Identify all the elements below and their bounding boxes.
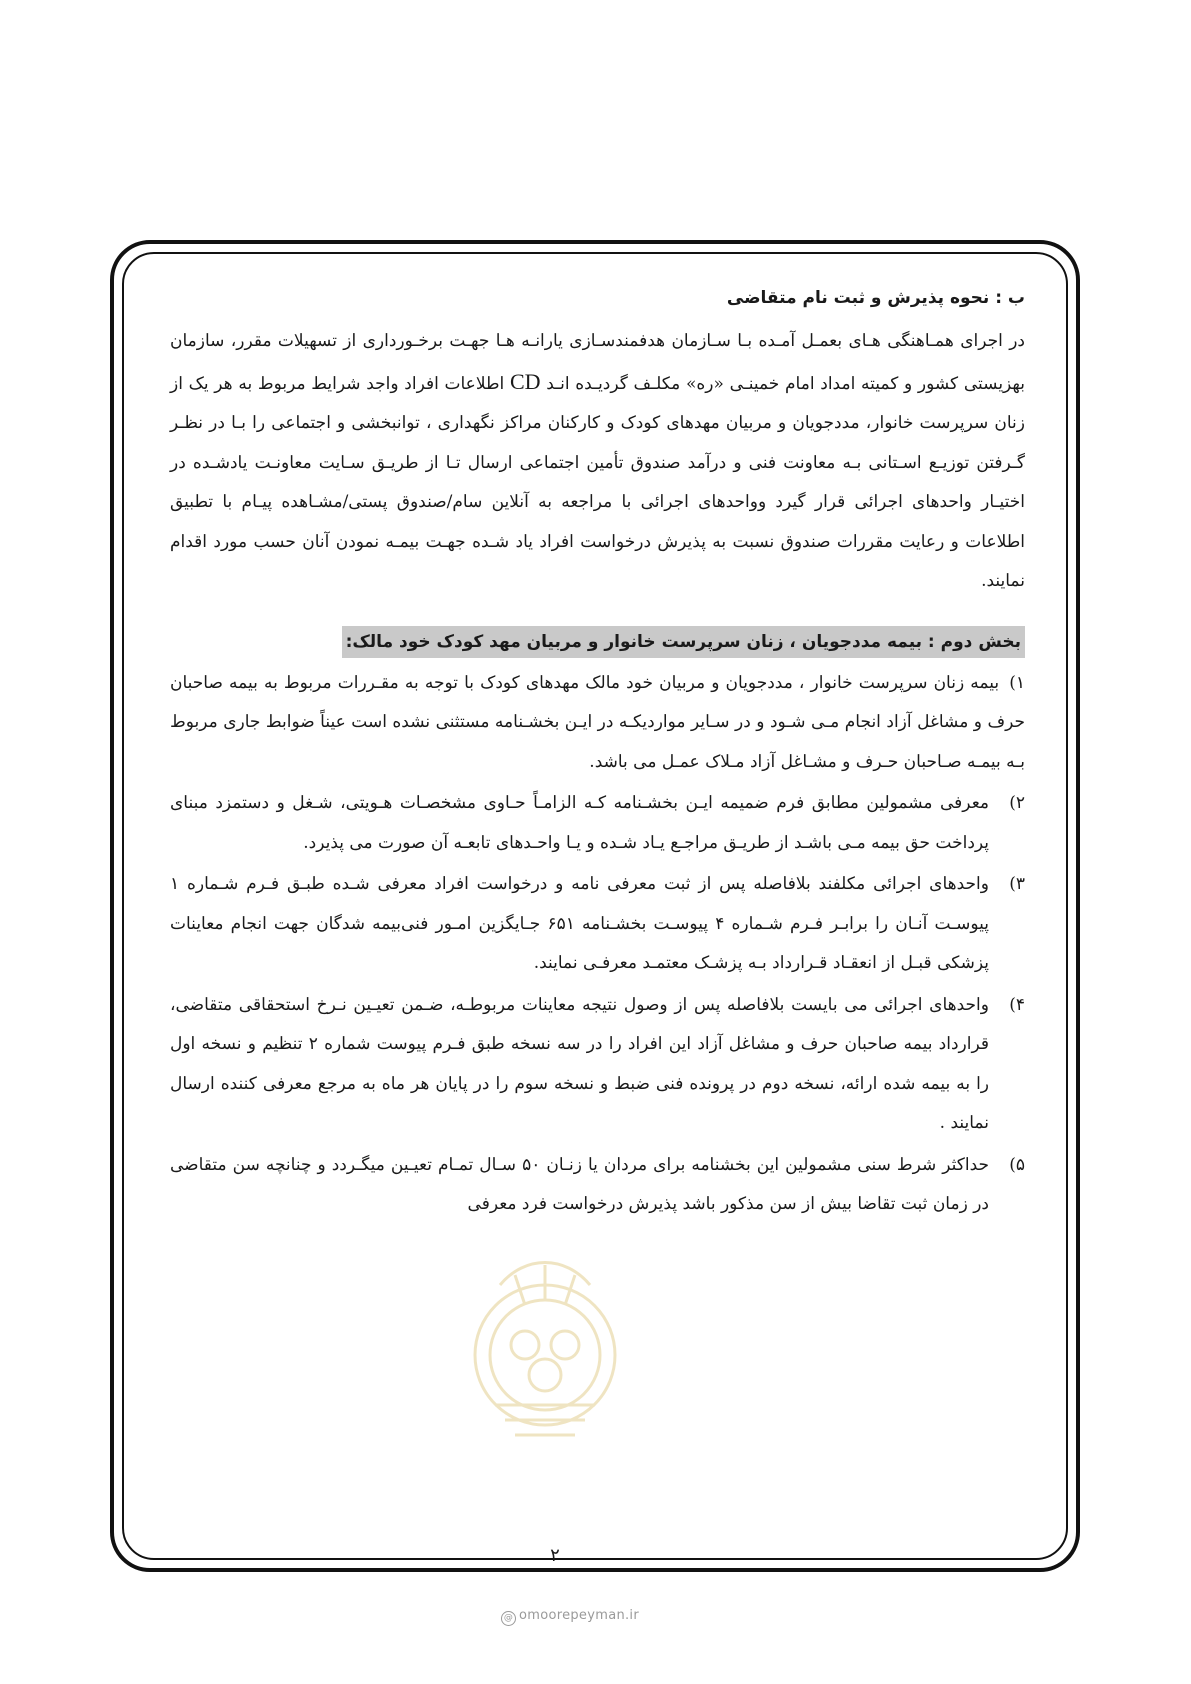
section-two-heading: بخش دوم : بیمه مددجویان ، زنان سرپرست خانوار و مربیان مهد کودک خود مالک: xyxy=(342,626,1025,658)
list-item-text: حداکثر شرط سنی مشمولین این بخشنامه برای مردان یا زنـان ۵۰ سـال تمـام تعیـین میگـردد و چنانچه سن متقاضی در زمان ثبت تقاضا بیش از سن مذکور باشد پذیرش درخواست فرد معرفی xyxy=(170,1154,990,1214)
list-item xyxy=(170,1146,1025,1225)
section-b-heading: ب : نحوه پذیرش و ثبت نام متقاضی xyxy=(726,288,1025,308)
list-item xyxy=(170,865,1025,984)
list-item xyxy=(170,986,1025,1144)
page-number: ۲ xyxy=(550,1545,560,1566)
document-body xyxy=(170,284,1025,1227)
cd-label: CD xyxy=(509,368,541,394)
list-item-text: معرفی مشمولین مطابق فرم ضمیمه ایـن بخشـنامه کـه الزامـاً حـاوی مشخصـات هـویتی، شـغل و دستمزد مبنای پرداخت حق بیمه مـی باشـد از طریـق مراجـع یـاد شـده و یـا واحـدهای تابعـه آن صورت می پذیرد. xyxy=(170,793,989,853)
list-item-number: ۲) xyxy=(1009,793,1025,813)
list-item xyxy=(170,664,1025,783)
section-b-paragraph-part2: اطلاعات افراد واجد شرایط مربوط به هر یک از زنان سرپرست خانوار، مددجویان و مربیان مهدهای کودک و کارکنان مراکز نگهداری ، توانبخشی و اجتماعی را بـا در نظـر گـرفتن توزیـع اسـتانی بـه معاونت فنی و درآمد صندوق تأمین اجتماعی ارسال تـا از طریـق سـایت معاونـت یادشـده در اختیـار واحدهای اجرائی قرار گیرد وواحدهای اجرائی با مراجعه به آنلاین سام/صندوق پستی/مشـاهده پیـام با تطبیق اطلاعات و رعایت مقررات صندوق نسبت به پذیرش درخواست افراد یاد شـده جهـت بیمـه نمودن آنان حسب مورد اقدام نمایند. xyxy=(170,373,1025,591)
list-item-text: واحدهای اجرائی می بایست بلافاصله پس از وصول نتیجه معاینات مربوطـه، ضـمن تعیـین نـرخ استحقاقی متقاضی، قرارداد بیمه صاحبان حرف و مشاغل آزاد این افراد را در سه نسخه طبق فـرم پیوست شماره ۲ تنظیم و نسخه اول را به بیمه شده ارائه، نسخه دوم در پرونده فنی ضبط و نسخه سوم را در پایان هر ماه به مرجع معرفی کننده ارسال نمایند . xyxy=(170,994,989,1133)
list-item-text: بیمه زنان سرپرست خانوار ، مددجویان و مربیان خود مالک مهدهای کودک با توجه به مقـررات مربوط به بیمه صاحبان حرف و مشاغل آزاد انجام مـی شـود و در سـایر مواردیکـه در ایـن بخشـنامه مستثنی نشده است عیناً ضوابط جاری مربوط بـه بیمـه صـاحبان حـرف و مشـاغل آزاد مـلاک عمـل می باشد. xyxy=(170,672,1025,772)
list-item-number: ۱) xyxy=(1009,672,1025,693)
list-item-number: ۳) xyxy=(1009,874,1025,894)
list-item xyxy=(170,784,1025,863)
watermark-text xyxy=(470,1608,670,1626)
list-item-text: واحدهای اجرائی مکلفند بلافاصله پس از ثبت معرفی نامه و درخواست افراد معرفی شـده طبـق فـرم شـماره ۱ پیوسـت آنـان را برابـر فـرم شـماره ۴ پیوسـت بخشـنامه ۶۵۱ جـایگزین امـور فنی‌بیمه شدگان جهت انجام معاینات پزشکی قبـل از انعقـاد قـرارداد بـه پزشـک معتمـد معرفـی نمایند. xyxy=(170,874,990,973)
section-b-paragraph xyxy=(170,322,1025,602)
watermark-label: omoorepeyman.ir xyxy=(519,1608,639,1623)
at-sign-icon: @ xyxy=(501,1611,516,1626)
list-item-number: ۵) xyxy=(1009,1154,1025,1175)
section-b-paragraph-part1: در اجرای همـاهنگی هـای بعمـل آمـده بـا سـازمان هدفمندسـازی یارانـه هـا جهـت برخـورداری از تسهیلات مقرر، سازمان بهزیستی کشور و کمیته امداد امام خمینـی «ره» مکلـف گردیـده انـد xyxy=(170,331,1025,394)
list-item-number: ۴) xyxy=(1009,994,1025,1015)
numbered-list xyxy=(170,664,1025,1225)
